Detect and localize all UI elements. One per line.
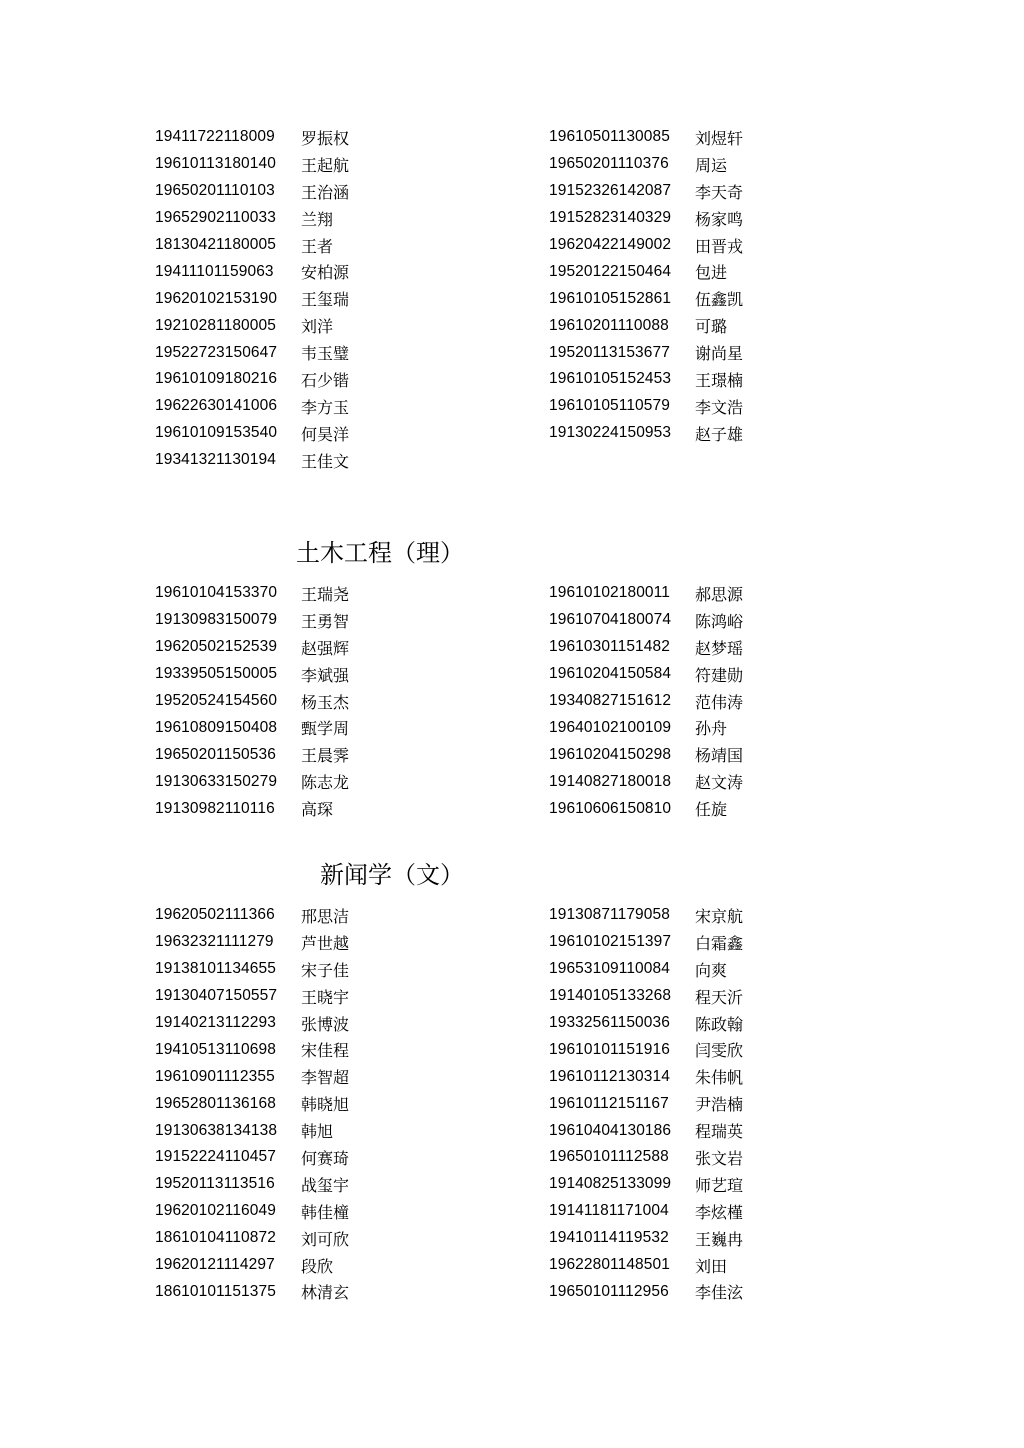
left-column [155, 902, 349, 1305]
student-id: 19610105152453 [549, 370, 672, 388]
student-name: 郝思源 [695, 584, 744, 604]
student-name: 高琛 [301, 800, 334, 820]
student-name: 李天奇 [695, 182, 744, 202]
student-name: 李斌强 [301, 665, 350, 685]
student-id: 19620502152539 [155, 638, 278, 656]
student-id: 19652801136168 [155, 1094, 276, 1112]
list-item [155, 393, 349, 420]
list-item [155, 151, 349, 178]
student-name: 韩晓旭 [301, 1095, 350, 1115]
list-item [549, 688, 743, 715]
student-id: 19130407150557 [155, 987, 278, 1005]
student-id: 19130633150279 [155, 772, 278, 790]
student-id: 19141181171004 [549, 1202, 669, 1220]
list-item [155, 902, 349, 929]
student-id: 19610101151916 [549, 1040, 670, 1058]
student-id: 19130224150953 [549, 424, 672, 442]
list-item [155, 366, 349, 393]
student-name: 韩佳橦 [301, 1202, 350, 1222]
student-id: 19640102100109 [549, 718, 672, 736]
student-name: 张博波 [301, 1014, 350, 1034]
student-id: 19652902110033 [155, 209, 276, 227]
list-item [549, 124, 743, 151]
list-item [549, 151, 743, 178]
list-item [155, 714, 349, 741]
student-id: 19650201110376 [549, 155, 669, 173]
student-id: 19332561150036 [549, 1014, 670, 1031]
student-id: 19650201150536 [155, 745, 276, 763]
student-name: 符建勋 [695, 665, 744, 685]
list-item [549, 1198, 743, 1225]
student-id: 19610704180074 [549, 611, 672, 629]
student-id: 19610404130186 [549, 1121, 672, 1139]
list-item [155, 285, 349, 312]
student-name: 程天沂 [695, 987, 744, 1007]
list-item [155, 339, 349, 366]
student-name: 刘煜轩 [695, 128, 744, 148]
list-item [155, 420, 349, 447]
list-item [549, 1036, 743, 1063]
student-id: 19411101159063 [155, 262, 274, 280]
student-id: 19130871179058 [549, 906, 670, 924]
list-item [549, 983, 743, 1010]
student-id: 19520122150464 [549, 262, 672, 280]
section-heading: 土木工程（理） [296, 539, 464, 567]
student-id: 18610101151375 [155, 1282, 276, 1300]
student-id: 19411722118009 [155, 128, 275, 146]
student-id: 19610901112355 [155, 1067, 275, 1085]
list-item [155, 1117, 349, 1144]
list-item [155, 447, 349, 474]
student-id: 19620102116049 [155, 1202, 276, 1220]
list-item [155, 232, 349, 259]
student-name: 孙舟 [695, 719, 728, 739]
list-item [155, 1090, 349, 1117]
right-column [549, 124, 743, 447]
list-item [549, 956, 743, 983]
student-id: 19610109180216 [155, 370, 278, 388]
student-name: 陈鸿峪 [695, 611, 744, 631]
list-item [549, 1010, 743, 1037]
student-name: 宋佳程 [301, 1041, 350, 1061]
list-item [549, 232, 743, 259]
list-item [155, 178, 349, 205]
student-name: 尹浩楠 [695, 1095, 744, 1115]
student-id: 19653109110084 [549, 960, 670, 978]
student-name: 王者 [301, 236, 334, 256]
list-item [549, 580, 743, 607]
student-name: 伍鑫凯 [695, 290, 744, 310]
student-name: 芦世越 [301, 933, 350, 953]
list-item [155, 1171, 349, 1198]
student-name: 王玺瑞 [301, 290, 350, 310]
student-id: 19410513110698 [155, 1040, 276, 1058]
student-id: 19610204150584 [549, 665, 672, 683]
list-item [549, 178, 743, 205]
student-id: 19520524154560 [155, 692, 278, 709]
student-name: 安柏源 [301, 263, 350, 283]
student-id: 19610109153540 [155, 424, 278, 442]
list-item [155, 768, 349, 795]
student-name: 王晨霁 [301, 746, 350, 766]
student-name: 白霜鑫 [695, 933, 744, 953]
student-id: 19610501130085 [549, 128, 670, 146]
student-name: 杨玉杰 [301, 692, 350, 712]
student-id: 19610809150408 [155, 718, 278, 736]
student-id: 19130982110116 [155, 799, 275, 817]
student-id: 19650101112588 [549, 1148, 669, 1166]
student-id: 19610606150810 [549, 799, 672, 817]
student-name: 李佳泫 [695, 1283, 744, 1303]
list-item [549, 902, 743, 929]
student-id: 19610102151397 [549, 933, 672, 951]
student-name: 王勇智 [301, 611, 350, 631]
list-item [155, 1252, 349, 1279]
student-id: 19130983150079 [155, 611, 278, 629]
student-name: 赵强辉 [301, 638, 350, 658]
list-item [155, 1063, 349, 1090]
list-item [155, 1278, 349, 1305]
right-column [549, 580, 743, 822]
list-item [155, 124, 349, 151]
student-name: 王璟楠 [695, 370, 744, 390]
list-item [549, 1144, 743, 1171]
student-name: 王晓宇 [301, 987, 350, 1007]
student-name: 兰翔 [301, 209, 334, 229]
student-name: 范伟涛 [695, 692, 744, 712]
list-item [549, 768, 743, 795]
student-id: 18610104110872 [155, 1229, 276, 1247]
list-item [155, 205, 349, 232]
student-name: 甄学周 [301, 719, 350, 739]
student-id: 19632321111279 [155, 933, 274, 951]
student-id: 19140213112293 [155, 1014, 276, 1031]
list-item [549, 1278, 743, 1305]
student-name: 李文浩 [695, 397, 744, 417]
list-item [549, 1090, 743, 1117]
list-item [155, 741, 349, 768]
student-name: 王起航 [301, 155, 350, 175]
student-id: 19610112130314 [549, 1067, 670, 1085]
student-id: 19339505150005 [155, 665, 278, 683]
student-name: 石少锴 [301, 370, 350, 390]
student-id: 19520113153677 [549, 343, 670, 361]
list-item [155, 1198, 349, 1225]
list-item [549, 366, 743, 393]
list-item [549, 258, 743, 285]
student-name: 王治涵 [301, 182, 350, 202]
list-item [155, 983, 349, 1010]
list-item [549, 393, 743, 420]
student-name: 邢思洁 [301, 906, 350, 926]
student-name: 闫雯欣 [695, 1041, 744, 1061]
list-item [155, 1010, 349, 1037]
student-name: 李炫槿 [695, 1202, 744, 1222]
student-id: 19410114119532 [549, 1229, 669, 1247]
student-id: 19520113113516 [155, 1175, 275, 1193]
student-id: 19130638134138 [155, 1121, 278, 1139]
list-item [155, 1036, 349, 1063]
student-name: 张文岩 [695, 1148, 744, 1168]
list-item [155, 1144, 349, 1171]
student-id: 19152823140329 [549, 209, 672, 227]
student-name: 包进 [695, 263, 728, 283]
student-name: 刘田 [695, 1256, 728, 1276]
student-name: 向爽 [695, 960, 728, 980]
student-name: 段欣 [301, 1256, 334, 1276]
list-item [155, 312, 349, 339]
student-name: 王巍冉 [695, 1229, 744, 1249]
student-id: 19622801148501 [549, 1256, 670, 1274]
student-id: 19622630141006 [155, 397, 278, 415]
list-item [549, 714, 743, 741]
student-name: 杨靖国 [695, 746, 744, 766]
student-name: 赵文涛 [695, 773, 744, 793]
student-name: 宋子佳 [301, 960, 350, 980]
student-name: 杨家鸣 [695, 209, 744, 229]
student-id: 19140825133099 [549, 1175, 672, 1193]
student-id: 19140105133268 [549, 987, 672, 1005]
section-heading: 新闻学（文） [320, 861, 464, 889]
student-id: 19610105110579 [549, 397, 670, 415]
student-name: 程瑞英 [695, 1122, 744, 1142]
list-item [155, 580, 349, 607]
student-id: 19138101134655 [155, 960, 276, 978]
student-name: 赵子雄 [695, 424, 744, 444]
student-id: 19610104153370 [155, 584, 278, 602]
student-name: 林清玄 [301, 1283, 350, 1303]
student-id: 19152224110457 [155, 1148, 276, 1166]
list-item [549, 1063, 743, 1090]
student-id: 19650101112956 [549, 1282, 669, 1300]
left-column [155, 580, 349, 822]
student-id: 19140827180018 [549, 772, 672, 790]
student-name: 可璐 [695, 317, 728, 337]
student-name: 战玺宇 [301, 1175, 350, 1195]
student-name: 何昊洋 [301, 424, 350, 444]
student-name: 朱伟帆 [695, 1068, 744, 1088]
student-name: 刘洋 [301, 317, 334, 337]
student-id: 18130421180005 [155, 236, 276, 253]
student-id: 19610301151482 [549, 638, 670, 656]
list-item [549, 420, 743, 447]
student-name: 宋京航 [695, 906, 744, 926]
student-name: 韦玉璧 [301, 344, 350, 364]
student-id: 19650201110103 [155, 182, 275, 200]
student-id: 19620102153190 [155, 289, 278, 307]
list-item [549, 795, 743, 822]
student-name: 谢尚星 [695, 344, 744, 364]
student-name: 何赛琦 [301, 1148, 350, 1168]
list-item [549, 285, 743, 312]
list-item [549, 312, 743, 339]
student-id: 19620502111366 [155, 906, 275, 924]
list-item [549, 661, 743, 688]
student-name: 刘可欣 [301, 1229, 350, 1249]
student-name: 赵梦瑶 [695, 638, 744, 658]
list-item [549, 1117, 743, 1144]
right-column [549, 902, 743, 1305]
student-id: 19620121114297 [155, 1256, 275, 1274]
left-column [155, 124, 349, 474]
student-id: 19152326142087 [549, 182, 672, 200]
student-name: 李方玉 [301, 397, 350, 417]
list-item [549, 741, 743, 768]
list-item [549, 929, 743, 956]
student-id: 19620422149002 [549, 236, 672, 253]
list-item [549, 1171, 743, 1198]
list-item [155, 929, 349, 956]
student-id: 19610113180140 [155, 155, 276, 173]
list-item [155, 258, 349, 285]
list-item [155, 661, 349, 688]
list-item [155, 956, 349, 983]
list-item [549, 1225, 743, 1252]
student-name: 李智超 [301, 1068, 350, 1088]
list-item [549, 634, 743, 661]
list-item [155, 607, 349, 634]
list-item [549, 339, 743, 366]
list-item [155, 1225, 349, 1252]
student-id: 19341321130194 [155, 451, 276, 469]
student-name: 陈政翰 [695, 1014, 744, 1034]
student-name: 陈志龙 [301, 773, 350, 793]
student-name: 田晋戎 [695, 236, 744, 256]
student-name: 王佳文 [301, 451, 350, 471]
student-name: 王瑞尧 [301, 584, 350, 604]
student-id: 19610112151167 [549, 1094, 669, 1112]
student-name: 韩旭 [301, 1122, 334, 1142]
list-item [155, 634, 349, 661]
list-item [155, 795, 349, 822]
student-name: 罗振权 [301, 128, 350, 148]
list-item [155, 688, 349, 715]
student-id: 19610201110088 [549, 316, 669, 334]
list-item [549, 607, 743, 634]
student-id: 19522723150647 [155, 343, 278, 361]
student-id: 19610204150298 [549, 745, 672, 763]
student-id: 19610105152861 [549, 289, 672, 307]
student-name: 周运 [695, 155, 728, 175]
list-item [549, 205, 743, 232]
list-item [549, 1252, 743, 1279]
student-name: 任旋 [695, 800, 728, 820]
student-id: 19610102180011 [549, 584, 670, 602]
student-id: 19210281180005 [155, 316, 276, 334]
student-name: 师艺瑄 [695, 1175, 744, 1195]
student-id: 19340827151612 [549, 692, 672, 709]
